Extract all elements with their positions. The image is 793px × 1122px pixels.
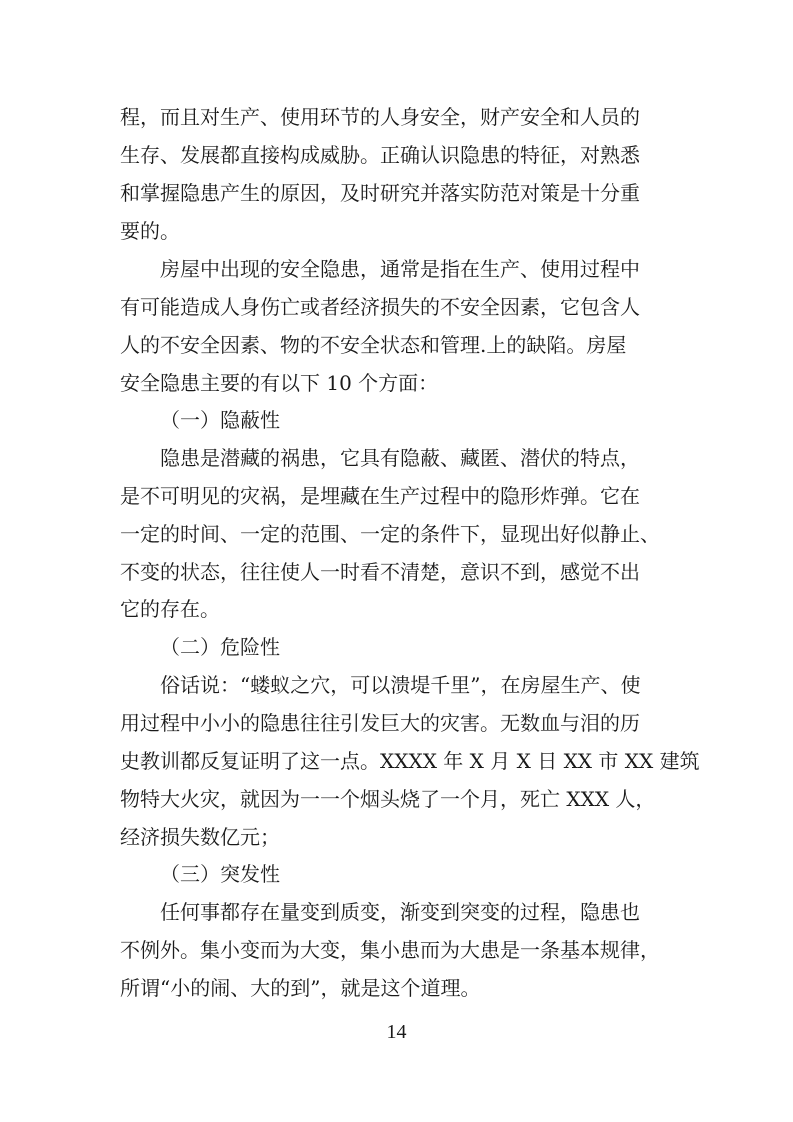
- text-line: 程，而且对生产、使用环节的人身安全，财产安全和人员的: [120, 105, 640, 129]
- text-line: 有可能造成人身伤亡或者经济损失的不安全因素，它包含人: [120, 295, 640, 319]
- paragraph-first-line: 任何事都存在量变到质变，渐变到突变的过程，隐患也: [160, 900, 640, 924]
- text-line: 一定的时间、一定的范围、一定的条件下，显现出好似静止、: [120, 522, 660, 546]
- text-line: 要的。: [120, 219, 180, 243]
- section-heading: （三）突发性: [160, 862, 280, 886]
- text-line: 经济损失数亿元；: [120, 825, 280, 849]
- page-number: 14: [386, 1021, 407, 1043]
- text-line: 物特大火灾，就因为一一个烟头烧了一个月，死亡 XXX 人，: [120, 787, 656, 811]
- text-line: 是不可明见的灾祸，是埋藏在生产过程中的隐形炸弹。它在: [120, 484, 640, 508]
- paragraph-first-line: 俗话说：“蝼蚁之穴，可以溃堤千里”，在房屋生产、使: [160, 673, 641, 697]
- text-line: 史教训都反复证明了这一点。XXXX 年 X 月 X 日 XX 市 XX 建筑: [120, 749, 700, 773]
- text-line: 用过程中小小的隐患往往引发巨大的灾害。无数血与泪的历: [120, 711, 640, 735]
- paragraph-first-line: 房屋中出现的安全隐患，通常是指在生产、使用过程中: [160, 257, 640, 281]
- text-line: 安全隐患主要的有以下 10 个方面：: [120, 371, 439, 395]
- text-line: 所谓“小的闹、大的到”，就是这个道理。: [120, 976, 481, 1000]
- text-line: 生存、发展都直接构成威胁。正确认识隐患的特征，对熟悉: [120, 143, 640, 167]
- text-line: 不变的状态，往往使人一时看不清楚，意识不到，感觉不出: [120, 560, 640, 584]
- section-heading: （一）隐蔽性: [160, 408, 280, 432]
- text-line: 和掌握隐患产生的原因，及时研究并落实防范对策是十分重: [120, 181, 640, 205]
- section-heading: （二）危险性: [160, 635, 280, 659]
- text-line: 人的不安全因素、物的不安全状态和管理.上的缺陷。房屋: [120, 333, 627, 357]
- text-line: 不例外。集小变而为大变，集小患而为大患是一条基本规律，: [120, 938, 660, 962]
- paragraph-first-line: 隐患是潜藏的祸患，它具有隐蔽、藏匿、潜伏的特点，: [160, 446, 640, 470]
- text-line: 它的存在。: [120, 597, 220, 621]
